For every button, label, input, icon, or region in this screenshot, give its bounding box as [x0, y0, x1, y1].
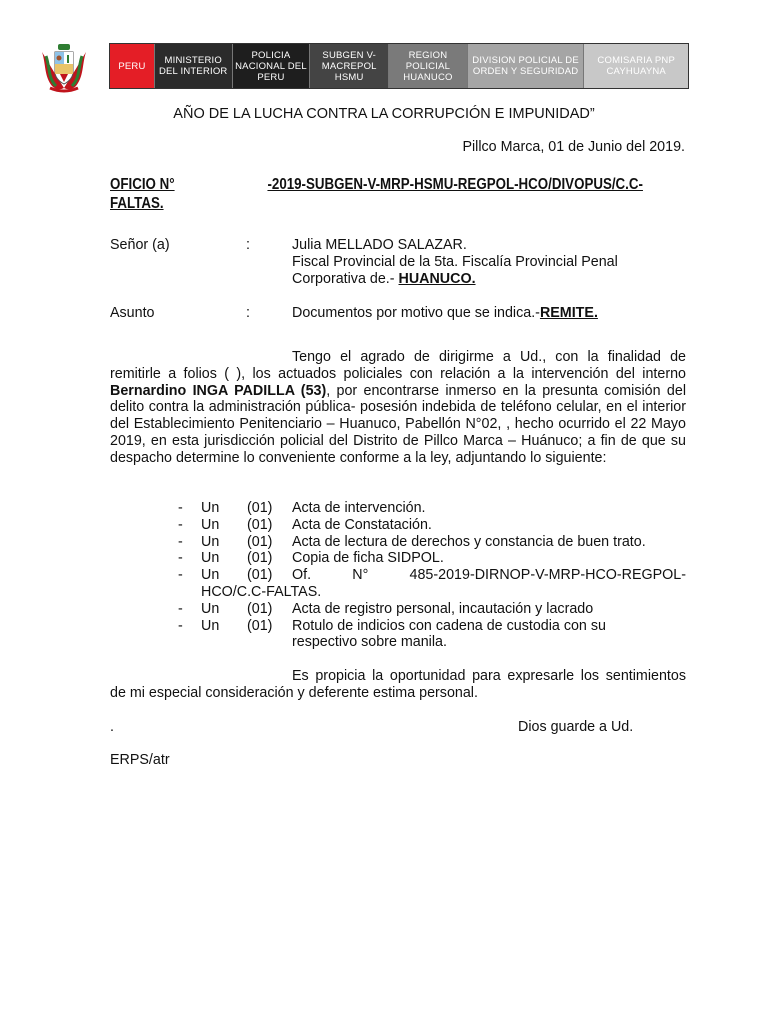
list-text: Acta de registro personal, incautación y lacrado: [292, 600, 594, 617]
subject-description: Documentos por motivo que se indica.-: [292, 305, 540, 321]
list-qty: (01): [247, 617, 273, 634]
closing-paragraph: [110, 668, 686, 702]
list-item: [110, 534, 686, 551]
list-qty: (01): [247, 567, 273, 584]
list-text: Rotulo de indicios con cadena de custodia con su respectivo sobre manila.: [292, 617, 606, 651]
list-item: [110, 550, 686, 567]
farewell: Dios guarde a Ud.: [518, 719, 634, 735]
subject-text: [292, 305, 598, 322]
recipient-label: Señor (a): [110, 237, 170, 253]
subject-colon: :: [246, 305, 250, 321]
header-cell-policia: POLICIA NACIONAL DEL PERU: [233, 44, 311, 88]
body-text-a: Tengo el agrado de dirigirme a Ud., con la finalidad de remitirle a folios ( ), los actuados policiales con relación a la intervención del interno: [110, 349, 686, 382]
stray-dot: .: [110, 719, 114, 735]
header-cell-region: REGION POLICIAL HUANUCO: [389, 44, 468, 88]
recipient-city: HUANUCO.: [398, 271, 476, 287]
subject-remite: REMITE.: [539, 305, 598, 321]
list-item: [110, 567, 686, 601]
header-cell-comisaria: COMISARIA PNP CAYHUAYNA: [584, 44, 688, 88]
list-qty: (01): [247, 550, 273, 567]
list-un: Un: [201, 516, 220, 533]
list-un: Un: [201, 533, 220, 550]
list-dash: -: [178, 600, 183, 617]
oficio-code: -2019-SUBGEN-V-MRP-HSMU-REGPOL-HCO/DIVOPUS/C.C-: [267, 176, 643, 193]
list-dash: -: [178, 533, 183, 550]
list-text-line1: Of. N° 485-2019-DIRNOP-V-MRP-HCO-REGPOL-: [292, 567, 686, 584]
header-cell-division: DIVISION POLICIAL DE ORDEN Y SEGURIDAD: [468, 44, 585, 88]
list-text: Acta de intervención.: [292, 500, 426, 516]
list-item: [110, 601, 686, 618]
list-dash: -: [178, 617, 183, 634]
body-text-b: , por encontrarse inmerso en la presunta comisión del delito contra la administración pública- posesión indebida de teléfono celular, en el interior del Establecimiento Penitenciario – Huanuco, Pabellón N°02, , hecho ocurrido el 22 Mayo 2019, en esta jurisdicción policial del Distrito de Pillco Marca – Huánuco; a fin de que su despacho determine lo conveniente conforme a la ley, adjuntando lo siguiente:: [110, 382, 686, 466]
place-date: Pillco Marca, 01 de Junio del 2019.: [462, 139, 685, 155]
list-text-line2: HCO/C.C-FALTAS.: [201, 583, 322, 600]
list-qty: (01): [247, 516, 273, 533]
oficio-suffix: FALTAS.: [110, 195, 164, 212]
recipient-name: Julia MELLADO SALAZAR.: [292, 237, 467, 253]
institution-header: [109, 43, 689, 89]
list-item: [110, 517, 686, 534]
header-cell-subgen: SUBGEN V- MACREPOL HSMU: [310, 44, 389, 88]
list-un: Un: [201, 600, 220, 617]
list-qty: (01): [247, 500, 273, 516]
list-item: [110, 618, 686, 652]
year-title: AÑO DE LA LUCHA CONTRA LA CORRUPCIÓN E IMPUNIDAD”: [173, 106, 595, 122]
list-dash: -: [178, 516, 183, 533]
list-dash: -: [178, 550, 183, 567]
recipient-position: Fiscal Provincial de la 5ta. Fiscalía Provincial Penal: [292, 254, 618, 270]
list-un: Un: [201, 500, 220, 516]
list-un: Un: [201, 550, 220, 567]
recipient-office: [292, 271, 476, 288]
list-qty: (01): [247, 533, 273, 550]
header-cell-peru: PERU: [110, 44, 155, 88]
list-dash: -: [178, 500, 183, 516]
oficio-prefix: OFICIO N°: [110, 176, 175, 193]
recipient-colon: :: [246, 237, 250, 253]
subject-label: Asunto: [110, 305, 155, 321]
body-paragraph: [110, 349, 686, 467]
author-initials: ERPS/atr: [110, 752, 170, 768]
peru-coat-of-arms-icon: [36, 42, 92, 94]
list-text: Acta de lectura de derechos y constancia de buen trato.: [292, 533, 646, 550]
list-un: Un: [201, 567, 220, 584]
list-un: Un: [201, 617, 220, 634]
list-item: [110, 500, 686, 517]
recipient-office-text: Corporativa de.-: [292, 271, 395, 287]
inmate-name: Bernardino INGA PADILLA (53): [110, 382, 327, 399]
attachments-list: [110, 500, 686, 651]
oficio-number: [110, 175, 686, 213]
list-text: Acta de Constatación.: [292, 516, 432, 533]
closing-text: Es propicia la oportunidad para expresarle los sentimientos de mi especial consideración y deferente estima personal.: [110, 668, 686, 701]
list-qty: (01): [247, 600, 273, 617]
header-cell-ministerio: MINISTERIO DEL INTERIOR: [155, 44, 233, 88]
list-text: Copia de ficha SIDPOL.: [292, 550, 444, 567]
list-dash: -: [178, 567, 183, 584]
